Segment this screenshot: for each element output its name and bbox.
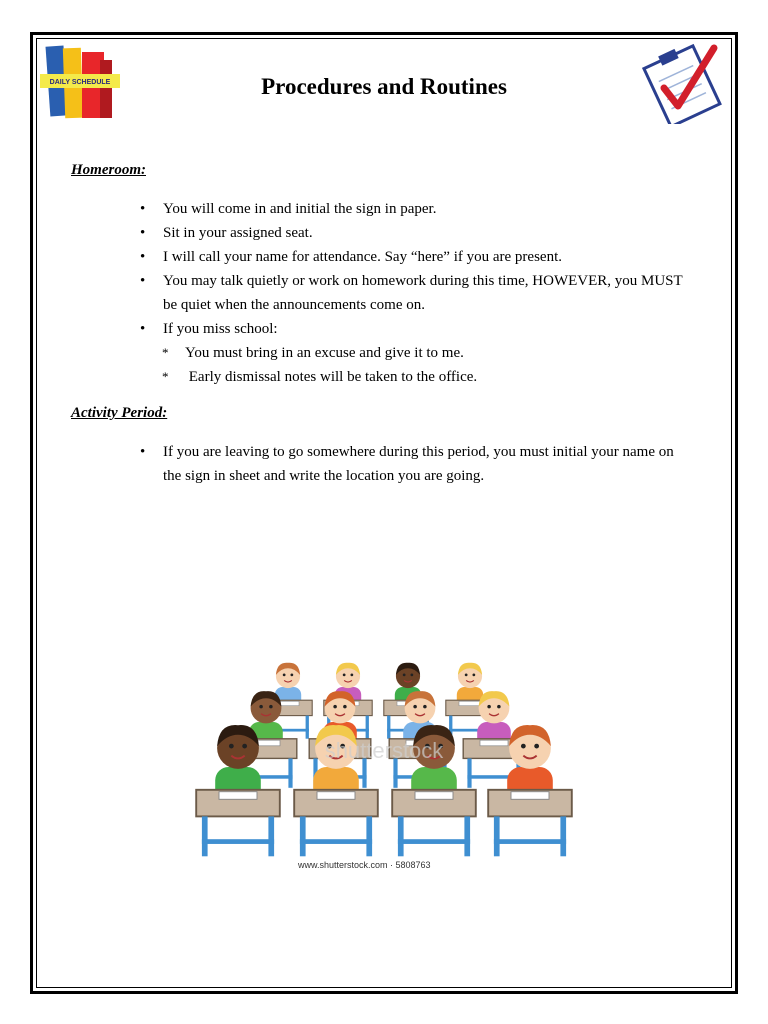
sub-list <box>140 341 700 389</box>
activity-heading: Activity Period: <box>71 405 168 421</box>
list-item: • If you miss school: * You must bring in an excuse and give it to me. * Early dismissal notes will be taken to the office. <box>140 317 700 389</box>
homeroom-list <box>140 197 700 389</box>
image-caption: www.shutterstock.com · 5808763 <box>298 860 431 870</box>
activity-list <box>140 440 685 488</box>
classroom-illustration <box>188 636 580 876</box>
page-title: Procedures and Routines <box>261 74 507 99</box>
list-item: • Sit in your assigned seat. <box>140 225 313 241</box>
list-item: • I will call your name for attendance. Say “here” if you are present. <box>140 249 562 265</box>
list-item: • If you are leaving to go somewhere during this period, you must initial your name on the sign in sheet and write the location you are going. <box>140 444 674 484</box>
list-item: • You will come in and initial the sign in paper. <box>140 201 437 217</box>
logo-text: DAILY SCHEDULE <box>49 79 111 86</box>
sub-list-item: * Early dismissal notes will be taken to the office. <box>162 369 478 385</box>
list-item: • You may talk quietly or work on homework during this time, HOWEVER, you MUST be quiet when the announcements come on. <box>140 273 683 313</box>
homeroom-heading: Homeroom: <box>71 162 146 178</box>
watermark-text: shutterstock <box>324 738 444 763</box>
sub-list-item: * You must bring in an excuse and give it to me. <box>162 345 464 361</box>
